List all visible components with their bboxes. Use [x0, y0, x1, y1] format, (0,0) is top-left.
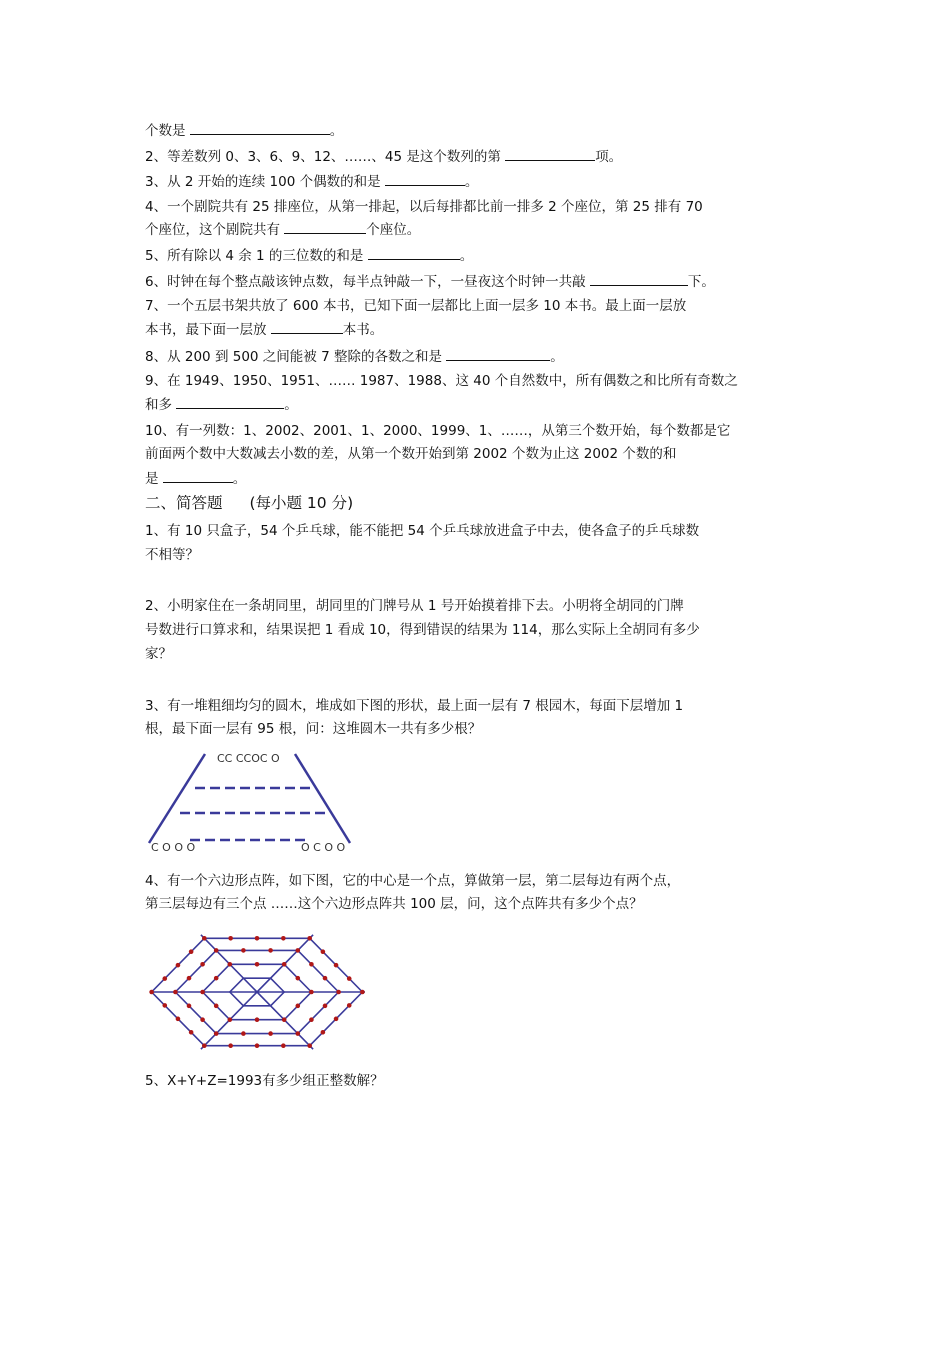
- log-pile-figure: [145, 748, 365, 858]
- lattice-dot: [307, 936, 312, 941]
- lattice-dot: [214, 1031, 219, 1036]
- lattice-dot: [282, 962, 287, 967]
- lattice-dot: [202, 936, 207, 941]
- q3: 3、从 2 开始的连续 100 个偶数的和是 。: [145, 174, 479, 190]
- answer-blank[interactable]: [368, 246, 460, 260]
- hexagon-lattice-figure: [145, 922, 370, 1054]
- section-title: 二、简答题 (每小题 10 分): [145, 494, 354, 512]
- answer-blank[interactable]: [271, 320, 343, 334]
- lattice-dot: [189, 1030, 194, 1035]
- lattice-dot: [334, 1017, 339, 1022]
- lattice-dot: [228, 936, 233, 941]
- lattice-dot: [296, 976, 301, 981]
- lattice-dot: [187, 976, 192, 981]
- logs-bottom-right-label: O C O O: [301, 841, 346, 854]
- lattice-dot: [176, 1017, 181, 1022]
- lattice-dot: [334, 963, 339, 968]
- lattice-dot: [255, 962, 260, 967]
- lattice-dot: [202, 1043, 207, 1048]
- answer-blank[interactable]: [505, 147, 595, 161]
- lattice-dot: [187, 1004, 192, 1009]
- lattice-dot: [307, 1043, 312, 1048]
- lattice-dot: [347, 976, 352, 981]
- lattice-dot: [214, 948, 219, 953]
- trapezoid-right-edge: [295, 754, 350, 843]
- q10-line2: 前面两个数中大数减去小数的差，从第一个数开始到第 2002 个数为止这 2002 个数的和: [145, 446, 677, 462]
- s2-line1: 2、小明家住在一条胡同里，胡同里的门牌号从 1 号开始摸着排下去。小明将全胡同的门牌: [145, 598, 684, 614]
- s2-line3: 家？: [145, 646, 172, 662]
- lattice-dot: [255, 1017, 260, 1022]
- lattice-dot: [282, 1017, 287, 1022]
- lattice-dot: [214, 1004, 219, 1009]
- lattice-dot: [255, 1043, 260, 1048]
- lattice-dot: [321, 949, 326, 954]
- q1-tail: 个数是 。: [145, 123, 344, 139]
- lattice-dot: [323, 1004, 328, 1009]
- s3-line1: 3、有一堆粗细均匀的圆木，堆成如下图的形状，最上面一层有 7 根园木，每面下层增加 1: [145, 698, 684, 714]
- lattice-dot: [162, 976, 167, 981]
- q9-line1: 9、在 1949、1950、1951、…… 1987、1988、这 40 个自然数中，所有偶数之和比所有奇数之: [145, 373, 738, 389]
- s5-line1: 5、X+Y+Z=1993有多少组正整数解？: [145, 1073, 384, 1089]
- lattice-dot: [176, 963, 181, 968]
- logs-top-label: CC CCOC O: [217, 752, 280, 765]
- answer-blank[interactable]: [284, 220, 366, 234]
- s3-line2: 根，最下面一层有 95 根，问：这堆圆木一共有多少根？: [145, 721, 482, 737]
- lattice-dot: [281, 1043, 286, 1048]
- lattice-dot: [347, 1003, 352, 1008]
- s4-line1: 4、有一个六边形点阵，如下图，它的中心是一个点，算做第一层，第二层每边有两个点，: [145, 873, 681, 889]
- q7-line1: 7、一个五层书架共放了 600 本书，已知下面一层都比上面一层多 10 本书。最上面一层放: [145, 298, 687, 314]
- lattice-dot: [281, 936, 286, 941]
- lattice-dot: [228, 962, 233, 967]
- logs-bottom-left-label: C O O O: [151, 841, 196, 854]
- lattice-dot: [336, 990, 341, 995]
- q2: 2、等差数列 0、3、6、9、12、……、45 是这个数列的第 项。: [145, 149, 623, 165]
- q7-line2: 本书，最下面一层放 本书。: [145, 322, 384, 338]
- answer-blank[interactable]: [446, 347, 550, 361]
- lattice-dot: [228, 1017, 233, 1022]
- lattice-dot: [241, 948, 246, 953]
- lattice-dot: [309, 1017, 314, 1022]
- s1-line2: 不相等？: [145, 547, 199, 563]
- lattice-dot: [309, 990, 314, 995]
- lattice-dot: [323, 976, 328, 981]
- lattice-dot: [296, 948, 301, 953]
- lattice-dot: [321, 1030, 326, 1035]
- lattice-dot: [200, 962, 205, 967]
- q4-line2: 个座位，这个剧院共有 个座位。: [145, 222, 421, 238]
- trapezoid-left-edge: [149, 754, 205, 843]
- s2-line2: 号数进行口算求和，结果误把 1 看成 10，得到错误的结果为 114，那么实际上全胡同有多少: [145, 622, 700, 638]
- lattice-dot: [241, 1031, 246, 1036]
- lattice-dot: [228, 1043, 233, 1048]
- lattice-dot: [296, 1004, 301, 1009]
- q6: 6、时钟在每个整点敲该钟点数，每半点钟敲一下，一昼夜这个时钟一共敲 下。: [145, 274, 715, 290]
- lattice-dot: [214, 976, 219, 981]
- answer-blank[interactable]: [590, 272, 688, 286]
- q8: 8、从 200 到 500 之间能被 7 整除的各数之和是 。: [145, 349, 564, 365]
- lattice-dot: [268, 1031, 273, 1036]
- lattice-dot: [149, 990, 154, 995]
- lattice-dot: [296, 1031, 301, 1036]
- answer-blank[interactable]: [385, 172, 465, 186]
- q4-line1: 4、一个剧院共有 25 排座位，从第一排起，以后每排都比前一排多 2 个座位，第 25 排有 70: [145, 199, 703, 215]
- lattice-dot: [200, 1017, 205, 1022]
- s1-line1: 1、有 10 只盒子，54 个乒乓球，能不能把 54 个乒乓球放进盒子中去，使各盒子的乒乓球数: [145, 523, 700, 539]
- answer-blank[interactable]: [163, 469, 233, 483]
- lattice-dot: [173, 990, 178, 995]
- lattice-dot: [309, 962, 314, 967]
- lattice-dot: [162, 1003, 167, 1008]
- lattice-dot: [200, 990, 205, 995]
- s4-line2: 第三层每边有三个点 ……这个六边形点阵共 100 层，问，这个点阵共有多少个点？: [145, 896, 643, 912]
- q10-line1: 10、有一列数：1、2002、2001、1、2000、1999、1、……，从第三个数开始，每个数都是它: [145, 423, 731, 439]
- lattice-dot: [268, 948, 273, 953]
- lattice-dot: [189, 949, 194, 954]
- q9-line2: 和多 。: [145, 397, 298, 413]
- answer-blank[interactable]: [190, 121, 330, 135]
- lattice-dot: [360, 990, 365, 995]
- lattice-dot: [255, 936, 260, 941]
- answer-blank[interactable]: [176, 395, 284, 409]
- q5: 5、所有除以 4 余 1 的三位数的和是 。: [145, 248, 474, 264]
- q10-line3: 是 。: [145, 471, 247, 487]
